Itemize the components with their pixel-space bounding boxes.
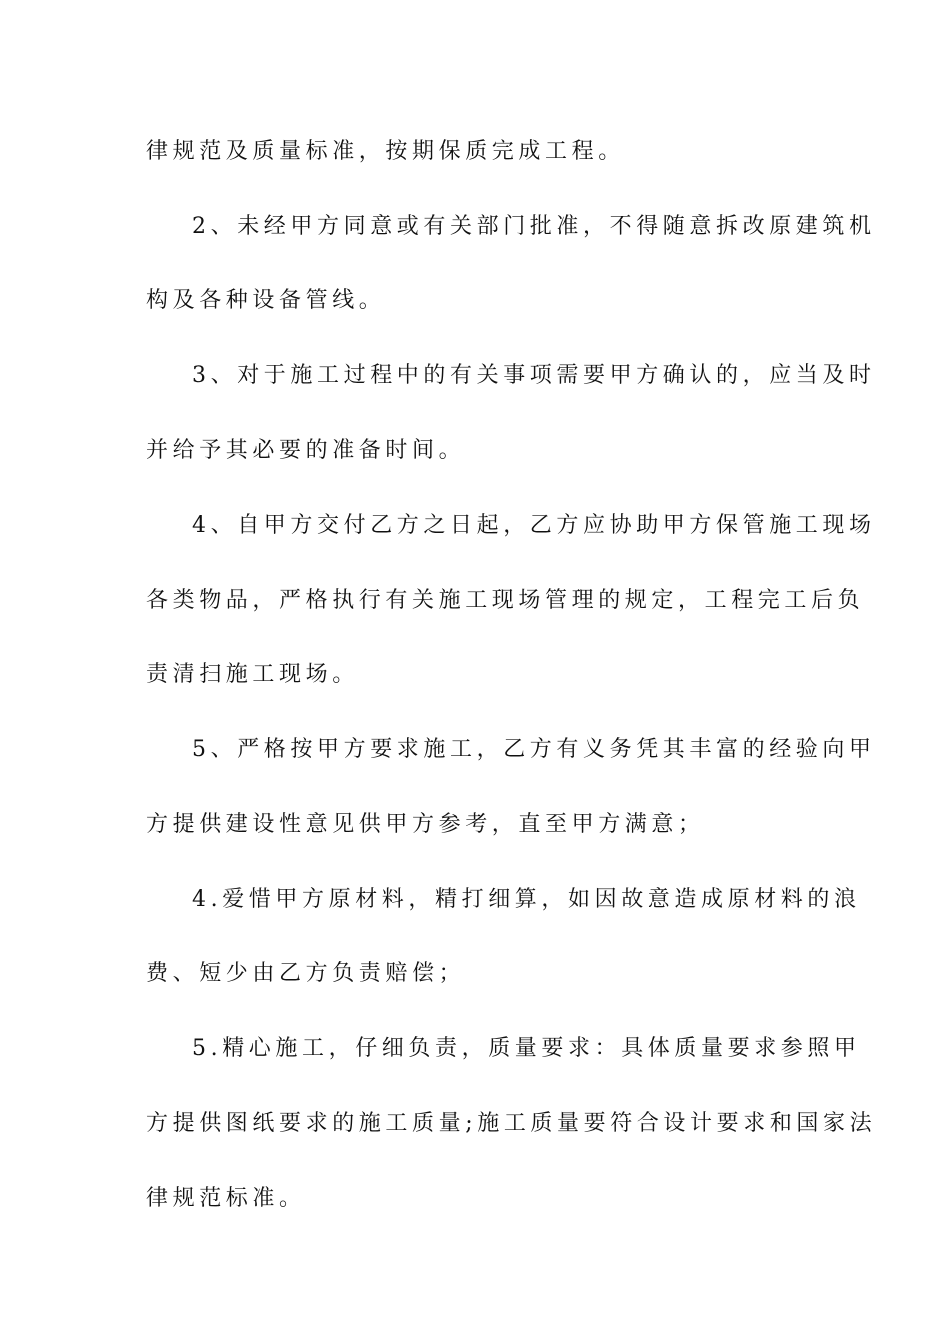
paragraph-line: 各类物品，严格执行有关施工现场管理的规定，工程完工后负 <box>146 588 865 613</box>
paragraph-line: 律规范标准。 <box>146 1186 306 1211</box>
paragraph-line: 4、自甲方交付乙方之日起，乙方应协助甲方保管施工现场 <box>192 513 876 538</box>
paragraph-line: 构及各种设备管线。 <box>146 288 386 313</box>
paragraph-line: 5.精心施工，仔细负责，质量要求：具体质量要求参照甲 <box>192 1036 861 1061</box>
paragraph-line: 费、短少由乙方负责赔偿； <box>146 961 466 986</box>
paragraph-line: 2、未经甲方同意或有关部门批准，不得随意拆改原建筑机 <box>192 214 876 239</box>
paragraph-line: 并给予其必要的准备时间。 <box>146 438 466 463</box>
paragraph-line: 3、对于施工过程中的有关事项需要甲方确认的，应当及时 <box>192 363 876 388</box>
paragraph-line: 方提供图纸要求的施工质量;施工质量要符合设计要求和国家法 <box>146 1111 877 1136</box>
paragraph-line: 4.爱惜甲方原材料，精打细算，如因故意造成原材料的浪 <box>192 887 861 912</box>
paragraph-line: 责清扫施工现场。 <box>146 662 359 687</box>
paragraph-line: 方提供建设性意见供甲方参考，直至甲方满意； <box>146 812 705 837</box>
paragraph-line: 律规范及质量标准，按期保质完成工程。 <box>146 139 625 164</box>
paragraph-line: 5、严格按甲方要求施工，乙方有义务凭其丰富的经验向甲 <box>192 737 876 762</box>
